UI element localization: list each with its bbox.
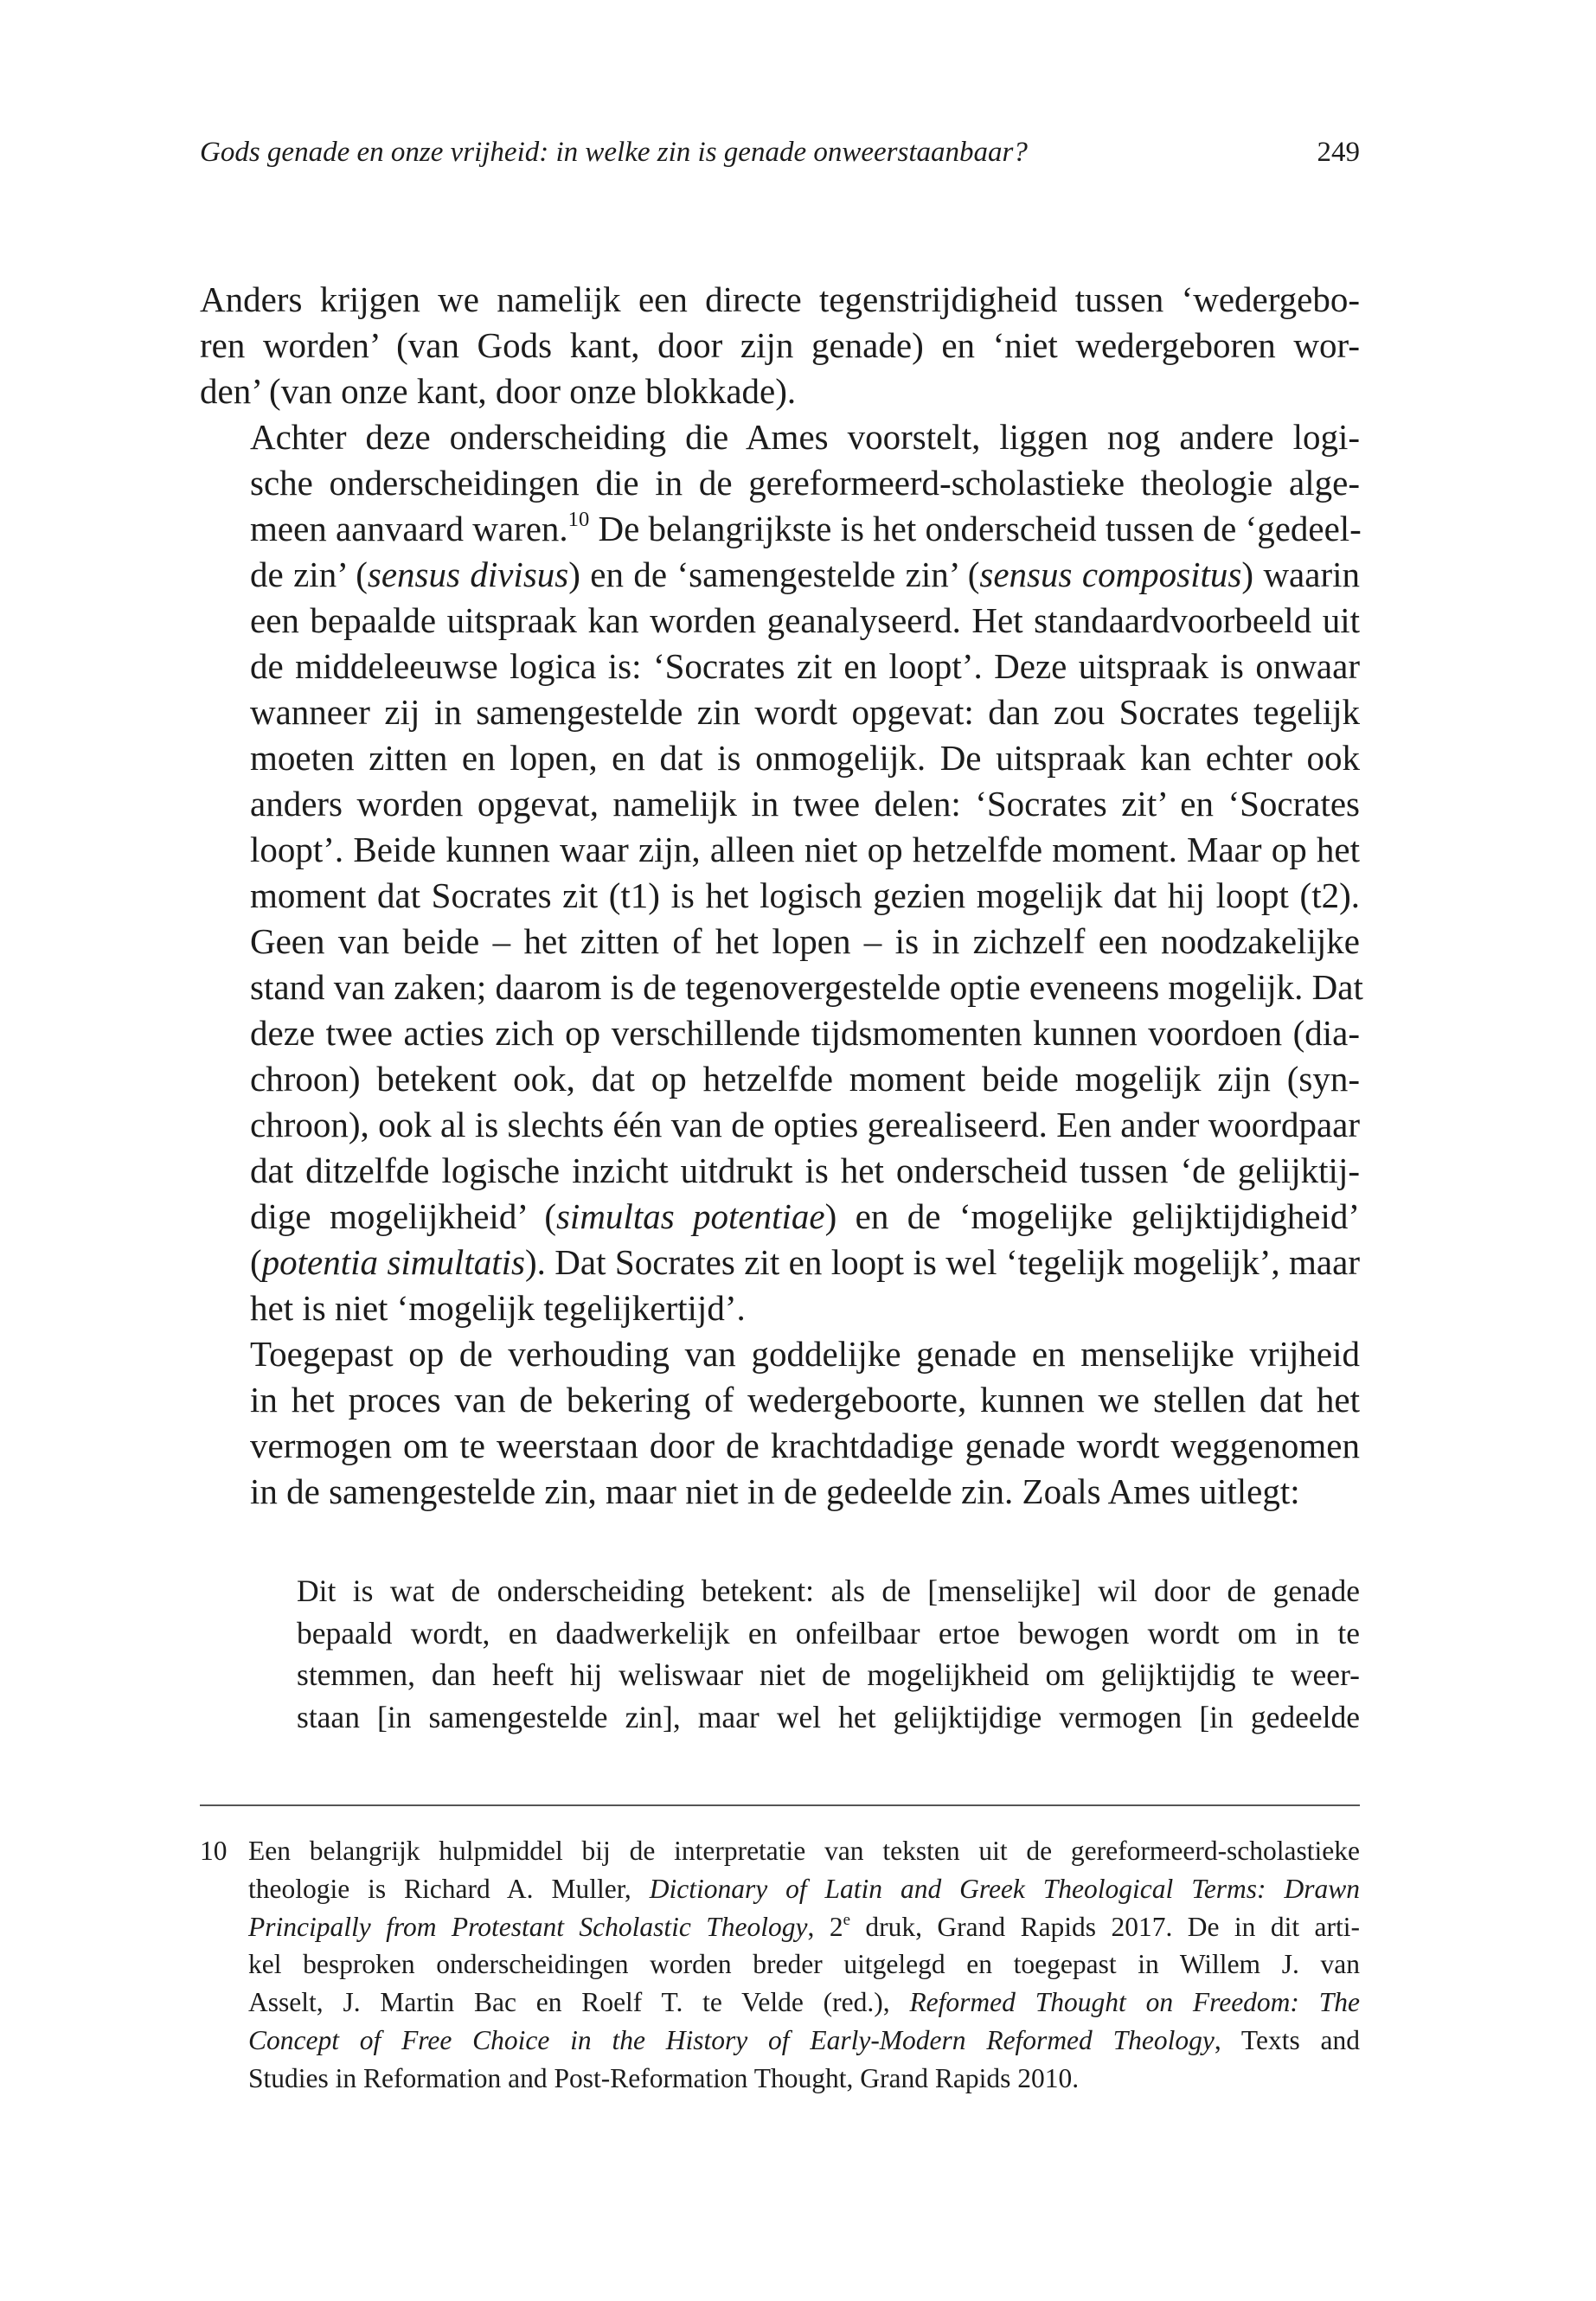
quote-line: stemmen, dan heeft hij weliswaar niet de mogelijkheid om gelijktijdig te weer- [297, 1657, 1360, 1692]
text-line: anders worden opgevat, namelijk in twee delen: ‘Socrates zit’ en ‘Socrates [250, 784, 1360, 824]
main-text [200, 277, 1363, 1515]
text-line: stand van zaken; daarom is de tegenovergestelde optie eveneens mogelijk. Dat [250, 967, 1363, 1007]
book-title: Principally from Protestant Scholastic Theology [248, 1911, 808, 1942]
text-line: Achter deze onderscheiding die Ames voorstelt, liggen nog andere logi- [250, 417, 1360, 457]
footnote-ref[interactable]: 10 [567, 507, 590, 531]
text-line: de middeleeuwse logica is: ‘Socrates zit en loopt’. Deze uitspraak is onwaar [250, 646, 1360, 686]
block-quote [297, 1570, 1360, 1738]
quote-line: Dit is wat de onderscheiding betekent: als de [menselijke] wil door de genade [297, 1574, 1360, 1608]
running-title: Gods genade en onze vrijheid: in welke zin is genade onweerstaanbaar? [200, 137, 1028, 168]
page-number: 249 [1317, 137, 1360, 168]
text-line: moeten zitten en lopen, en dat is onmogelijk. De uitspraak kan echter ook [250, 738, 1360, 778]
text-line: (potentia simultatis). Dat Socrates zit en loopt is wel ‘tegelijk mogelijk’, maar [250, 1242, 1360, 1282]
latin-term: sensus compositus [979, 554, 1242, 594]
text-line: meen aanvaard waren.$^{10}$ De belangrijkste is het onderscheid tussen de ‘gedeel- [250, 507, 1362, 548]
latin-term: potentia simultatis [261, 1242, 525, 1282]
text-line: vermogen om te weerstaan door de krachtdadige genade wordt weggenomen [250, 1426, 1360, 1465]
paragraph-2 [200, 414, 1363, 1331]
text-line: moment dat Socrates zit (t1) is het logisch gezien mogelijk dat hij loopt (t2). [250, 875, 1360, 915]
book-title: Concept of Free Choice in the History of Early-Modern Reformed Theology [248, 2024, 1215, 2055]
text-line: Toegepast op de verhouding van goddelijke genade en menselijke vrijheid [250, 1334, 1360, 1374]
text-line: de zin’ (sensus divisus) en de ‘samengestelde zin’ (sensus compositus) waarin [250, 554, 1360, 594]
book-title: Reformed Thought on Freedom: The [909, 1987, 1360, 2018]
text-line: het is niet ‘mogelijk tegelijkertijd’. [250, 1288, 746, 1328]
text-line: chroon), ook al is slechts één van de opties gerealiseerd. Een ander woordpaar [250, 1105, 1360, 1144]
text-line: chroon) betekent ook, dat op hetzelfde moment beide mogelijk zijn (syn- [250, 1059, 1360, 1099]
text-line: ren worden’ (van Gods kant, door zijn genade) en ‘niet wedergeboren wor- [200, 325, 1360, 365]
text-line: sche onderscheidingen die in de gereformeerd-scholastieke theologie alge- [250, 463, 1360, 503]
footnote-divider [200, 1804, 1360, 1806]
text-line: dige mogelijkheid’ (simultas potentiae) en de ‘mogelijke gelijktijdigheid’ [250, 1196, 1360, 1236]
text-line: in de samengestelde zin, maar niet in de gedeelde zin. Zoals Ames uitlegt: [250, 1471, 1300, 1511]
text-line: wanneer zij in samengestelde zin wordt opgevat: dan zou Socrates tegelijk [250, 692, 1360, 732]
text-line: Geen van beide – het zitten of het lopen – is in zichzelf een noodzakelijke [250, 921, 1360, 961]
text-line: deze twee acties zich op verschillende tijdsmomenten kunnen voordoen (dia- [250, 1013, 1360, 1053]
running-header [200, 137, 1360, 169]
latin-term: sensus divisus [367, 554, 569, 594]
footnote-line: Asselt, J. Martin Bac en Roelf T. te Velde (red.), Reformed Thought on Freedom: The [248, 1987, 1360, 2018]
latin-term: simultas potentiae [555, 1196, 825, 1236]
text-line: in het proces van de bekering of wedergeboorte, kunnen we stellen dat het [250, 1380, 1360, 1420]
footnote-line: theologie is Richard A. Muller, Dictionary of Latin and Greek Theological Terms: Drawn [248, 1873, 1360, 1904]
text-line: dat ditzelfde logische inzicht uitdrukt is het onderscheid tussen ‘de gelijktij- [250, 1150, 1360, 1190]
footnote-text [248, 1832, 1360, 2098]
text-line: een bepaalde uitspraak kan worden geanalyseerd. Het standaardvoorbeeld uit [250, 600, 1360, 640]
quote-line: staan [in samengestelde zin], maar wel het gelijktijdige vermogen [in gedeelde [297, 1699, 1360, 1734]
quote-line: bepaald wordt, en daadwerkelijk en onfeilbaar ertoe bewogen wordt om in te [297, 1615, 1360, 1650]
text-line: loopt’. Beide kunnen waar zijn, alleen niet op hetzelfde moment. Maar op het [250, 830, 1360, 869]
book-title: Dictionary of Latin and Greek Theological Terms: Drawn [649, 1873, 1360, 1904]
footnote-line: Concept of Free Choice in the History of Early-Modern Reformed Theology, Texts and [248, 2024, 1360, 2055]
text-line: den’ (van onze kant, door onze blokkade). [200, 371, 797, 411]
footnote-line: Principally from Protestant Scholastic Theology, 2e druk, Grand Rapids 2017. De in dit arti- [248, 1910, 1360, 1942]
paragraph-1 [200, 277, 1360, 414]
footnote-line: Studies in Reformation and Post-Reformation Thought, Grand Rapids 2010. [248, 2062, 1080, 2093]
text-line: Anders krijgen we namelijk een directe tegenstrijdigheid tussen ‘wedergebo- [200, 279, 1360, 319]
paragraph-3 [200, 1331, 1360, 1515]
footnote-line: kel besproken onderscheidingen worden breder uitgelegd en toegepast in Willem J. van [248, 1949, 1360, 1980]
footnote-line: Een belangrijk hulpmiddel bij de interpretatie van teksten uit de gereformeerd-scholastieke [248, 1836, 1360, 1866]
footnote-number: 10 [200, 1836, 228, 1866]
